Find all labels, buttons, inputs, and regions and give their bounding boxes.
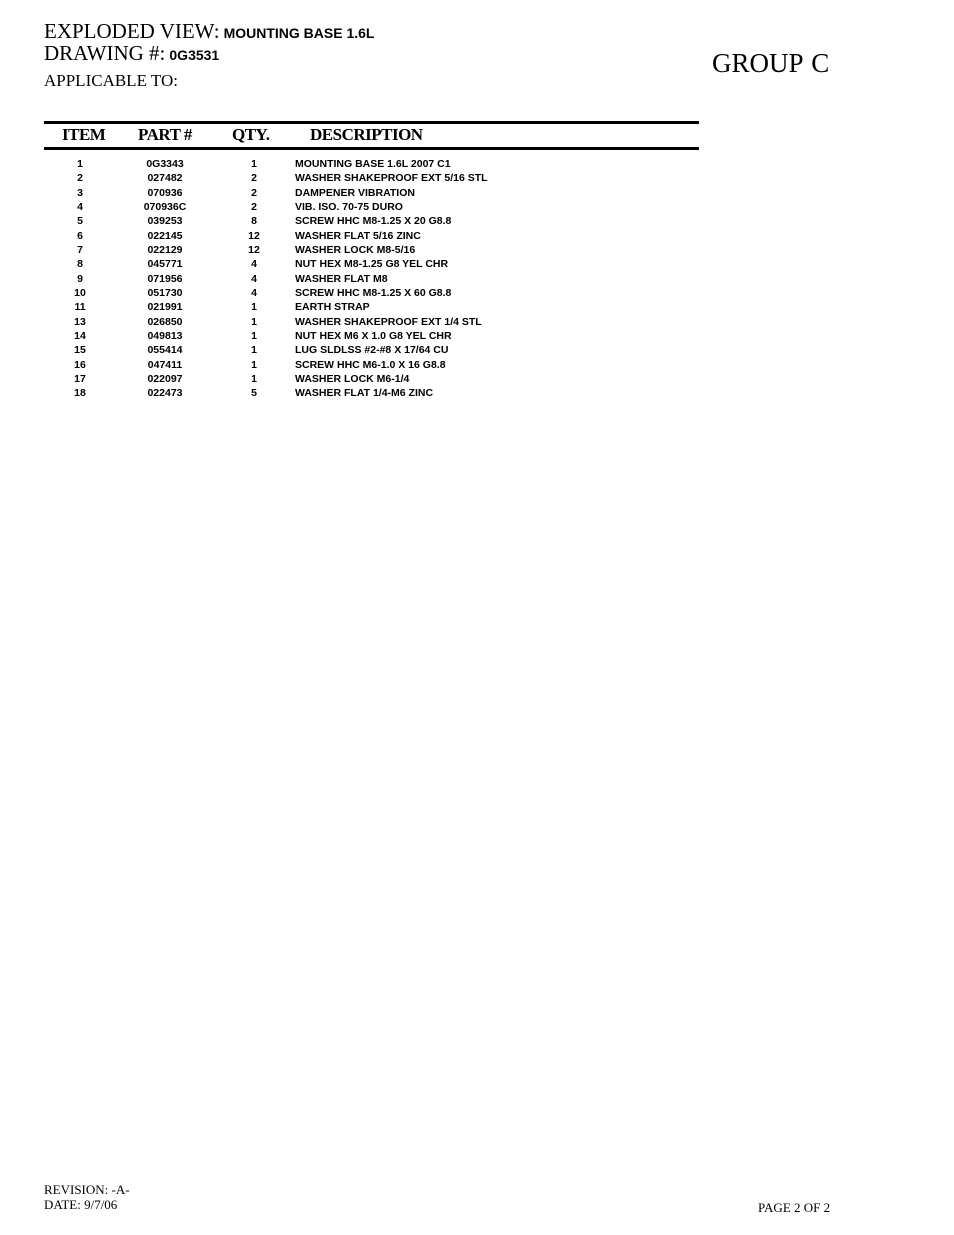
cell-qty: 4 <box>251 286 257 299</box>
exploded-view-label: EXPLODED VIEW: <box>44 19 220 43</box>
cell-qty: 1 <box>251 358 257 371</box>
cell-description: WASHER FLAT 1/4-M6 ZINC <box>295 387 434 400</box>
cell-qty: 4 <box>251 272 257 285</box>
cell-part: 055414 <box>147 344 183 357</box>
parts-table <box>0 157 700 401</box>
column-header-part: PART # <box>138 125 192 144</box>
cell-qty: 1 <box>251 315 257 328</box>
cell-item: 11 <box>74 301 86 314</box>
cell-description: NUT HEX M8-1.25 G8 YEL CHR <box>295 258 449 271</box>
cell-part: 070936C <box>143 200 187 213</box>
cell-part: 022129 <box>147 243 183 256</box>
cell-part: 047411 <box>147 358 183 371</box>
table-row <box>0 286 700 300</box>
cell-item: 4 <box>77 200 83 213</box>
cell-description: WASHER FLAT 5/16 ZINC <box>295 229 421 242</box>
cell-description: MOUNTING BASE 1.6L 2007 C1 <box>295 158 451 170</box>
table-row <box>0 272 700 286</box>
table-row <box>0 343 700 357</box>
cell-qty: 5 <box>251 387 257 400</box>
cell-item: 8 <box>77 258 83 271</box>
cell-item: 10 <box>74 286 86 299</box>
cell-description: EARTH STRAP <box>295 301 370 314</box>
cell-qty: 2 <box>251 186 257 199</box>
cell-item: 2 <box>77 172 83 185</box>
cell-description: WASHER FLAT M8 <box>295 272 388 285</box>
cell-description: VIB. ISO. 70-75 DURO <box>295 200 403 213</box>
cell-item: 15 <box>74 344 86 357</box>
cell-qty: 1 <box>251 158 257 170</box>
cell-part: 0G3343 <box>146 158 184 170</box>
cell-qty: 12 <box>248 243 260 256</box>
cell-part: 021991 <box>147 301 183 314</box>
table-row <box>0 186 700 200</box>
table-row <box>0 200 700 214</box>
cell-qty: 1 <box>251 329 257 342</box>
drawing-label: DRAWING #: <box>44 41 166 65</box>
cell-qty: 4 <box>251 258 257 271</box>
cell-description: WASHER LOCK M8-5/16 <box>295 243 416 256</box>
cell-part: 022473 <box>147 387 183 400</box>
cell-item: 18 <box>74 387 86 400</box>
cell-item: 9 <box>77 272 83 285</box>
cell-item: 5 <box>77 215 83 228</box>
drawing-number <box>44 42 219 67</box>
cell-part: 027482 <box>147 172 183 185</box>
cell-qty: 2 <box>251 200 257 213</box>
cell-part: 071956 <box>147 272 183 285</box>
cell-description: DAMPENER VIBRATION <box>295 186 415 199</box>
table-row <box>0 315 700 329</box>
cell-description: SCREW HHC M8-1.25 X 20 G8.8 <box>295 215 452 228</box>
exploded-view-value: MOUNTING BASE 1.6L <box>223 25 375 41</box>
cell-part: 022097 <box>147 372 183 385</box>
cell-item: 7 <box>77 243 83 256</box>
table-row <box>0 329 700 343</box>
cell-part: 070936 <box>147 186 183 199</box>
cell-item: 6 <box>77 229 83 242</box>
table-row <box>0 229 700 243</box>
table-row <box>0 257 700 271</box>
drawing-value: 0G3531 <box>169 47 220 63</box>
table-row <box>0 157 700 171</box>
page-number: PAGE 2 OF 2 <box>758 1200 831 1215</box>
table-row <box>0 171 700 185</box>
cell-part: 026850 <box>147 315 183 328</box>
table-header-top-rule <box>44 121 699 124</box>
cell-part: 022145 <box>147 229 183 242</box>
cell-item: 13 <box>74 315 86 328</box>
group-label: GROUP C <box>712 48 830 78</box>
cell-description: SCREW HHC M8-1.25 X 60 G8.8 <box>295 286 452 299</box>
cell-part: 039253 <box>147 215 183 228</box>
cell-description: NUT HEX M6 X 1.0 G8 YEL CHR <box>295 329 452 342</box>
cell-qty: 1 <box>251 344 257 357</box>
cell-qty: 2 <box>251 172 257 185</box>
cell-qty: 1 <box>251 301 257 314</box>
cell-part: 051730 <box>147 286 183 299</box>
column-header-description: DESCRIPTION <box>310 125 423 144</box>
applicable-to-label: APPLICABLE TO: <box>44 71 178 90</box>
cell-description: WASHER SHAKEPROOF EXT 1/4 STL <box>295 315 482 328</box>
cell-qty: 8 <box>251 215 257 228</box>
column-header-item: ITEM <box>62 125 106 144</box>
table-row <box>0 214 700 228</box>
table-row <box>0 372 700 386</box>
cell-part: 045771 <box>147 258 183 271</box>
cell-qty: 12 <box>248 229 260 242</box>
cell-description: WASHER SHAKEPROOF EXT 5/16 STL <box>295 172 488 185</box>
cell-description: SCREW HHC M6-1.0 X 16 G8.8 <box>295 358 446 371</box>
cell-item: 3 <box>77 186 83 199</box>
date-label: DATE: 9/7/06 <box>44 1197 118 1212</box>
revision-label: REVISION: -A- <box>44 1182 130 1197</box>
table-row <box>0 243 700 257</box>
cell-item: 14 <box>74 329 86 342</box>
cell-item: 1 <box>77 158 83 170</box>
table-row <box>0 386 700 400</box>
table-header-bottom-rule <box>44 147 699 150</box>
cell-description: LUG SLDLSS #2-#8 X 17/64 CU <box>295 344 449 357</box>
table-row <box>0 358 700 372</box>
table-row <box>0 300 700 314</box>
cell-part: 049813 <box>147 329 183 342</box>
cell-item: 16 <box>74 358 86 371</box>
cell-description: WASHER LOCK M6-1/4 <box>295 372 410 385</box>
cell-qty: 1 <box>251 372 257 385</box>
column-header-qty: QTY. <box>232 125 270 144</box>
cell-item: 17 <box>74 372 86 385</box>
